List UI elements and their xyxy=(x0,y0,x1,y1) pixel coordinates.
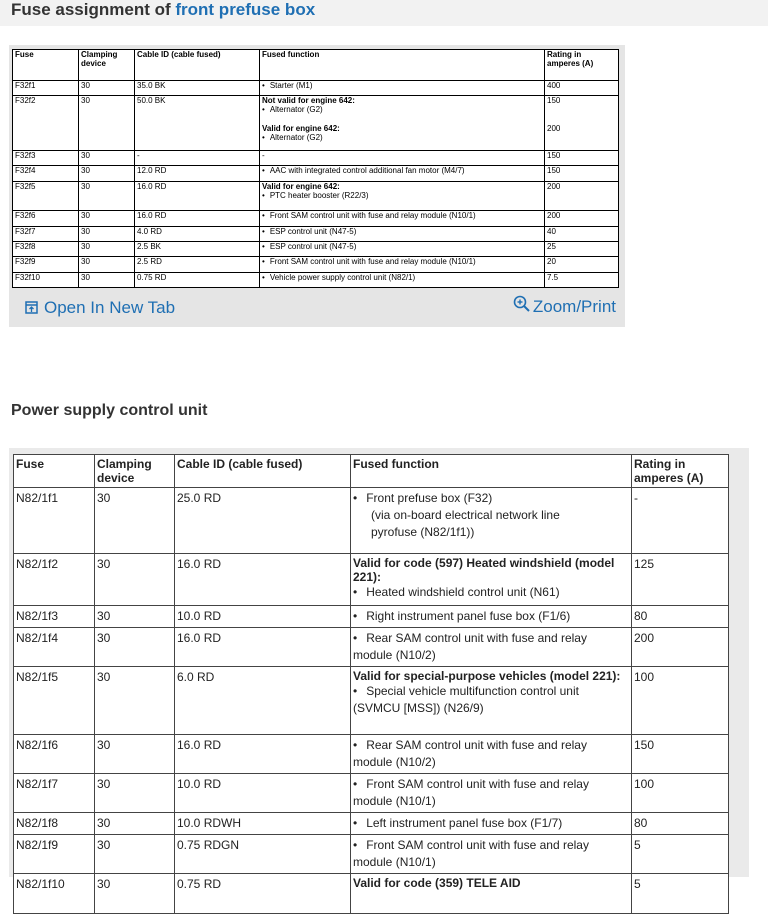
page-title xyxy=(11,0,315,20)
cable-id: 0.75 RD xyxy=(135,272,260,287)
fuse-id: F32f2 xyxy=(13,95,79,150)
cable-id: 16.0 RD xyxy=(175,735,351,774)
fused-function xyxy=(351,628,632,667)
function-item: • Left instrument panel fuse box (F1/7) xyxy=(353,815,629,832)
function-item: • Right instrument panel fuse box (F1/6) xyxy=(353,608,629,625)
clamp-value: 30 xyxy=(79,272,135,287)
fused-function xyxy=(351,835,632,874)
table-row xyxy=(14,735,729,774)
function-condition: Valid for code (359) TELE AID xyxy=(353,876,521,890)
cable-id: 0.75 RD xyxy=(175,874,351,914)
col-header-function: Fused function xyxy=(260,50,545,81)
zoom-print-button[interactable] xyxy=(513,295,616,317)
clamp-value: 30 xyxy=(95,874,175,914)
rating-value: 200 xyxy=(545,181,619,211)
image-actions xyxy=(12,293,618,323)
table-row xyxy=(14,488,729,554)
rating-value: 200 xyxy=(545,211,619,226)
rating-value: 20 xyxy=(545,257,619,272)
rating-value-2: 200 xyxy=(547,123,561,133)
clamp-value: 30 xyxy=(95,667,175,735)
fused-function xyxy=(260,181,545,211)
rating-value: 100 xyxy=(632,667,729,735)
function-item: • Front SAM control unit with fuse and relay module (N10/1) xyxy=(262,257,542,266)
table-row xyxy=(13,241,619,256)
fused-function xyxy=(260,166,545,181)
function-condition: Valid for engine 642: xyxy=(262,123,340,133)
cable-id: 0.75 RDGN xyxy=(175,835,351,874)
function-item: • Alternator (G2) xyxy=(262,105,542,114)
clamp-value: 30 xyxy=(95,813,175,835)
clamp-value: 30 xyxy=(79,181,135,211)
table-row xyxy=(13,272,619,287)
fused-function xyxy=(351,874,632,914)
clamp-value: 30 xyxy=(79,166,135,181)
fused-function xyxy=(351,488,632,554)
fuse-id: N82/1f8 xyxy=(14,813,95,835)
fused-function xyxy=(260,272,545,287)
col-header-rating: Rating in amperes (A) xyxy=(545,50,619,81)
fused-function xyxy=(351,774,632,813)
rating-value: 125 xyxy=(632,554,729,606)
rating-value: 40 xyxy=(545,226,619,241)
table-row xyxy=(14,774,729,813)
table-row xyxy=(14,667,729,735)
fuse-id: N82/1f6 xyxy=(14,735,95,774)
fuse-id: N82/1f7 xyxy=(14,774,95,813)
clamp-value: 30 xyxy=(79,151,135,166)
function-item: • PTC heater booster (R22/3) xyxy=(262,191,542,200)
fused-function: - xyxy=(260,151,545,166)
fuse-id: F32f4 xyxy=(13,166,79,181)
power-supply-table xyxy=(13,454,729,914)
table-row xyxy=(13,211,619,226)
fused-function xyxy=(351,813,632,835)
zoom-in-icon xyxy=(513,295,531,313)
fuse-id: N82/1f3 xyxy=(14,606,95,628)
table-row xyxy=(13,166,619,181)
clamp-value: 30 xyxy=(79,257,135,272)
col-header-cable: Cable ID (cable fused) xyxy=(175,455,351,488)
col-header-fuse: Fuse xyxy=(14,455,95,488)
col-header-fuse: Fuse xyxy=(13,50,79,81)
clamp-value: 30 xyxy=(95,488,175,554)
rating-value: 5 xyxy=(632,874,729,914)
function-item: • Front SAM control unit with fuse and relay module (N10/1) xyxy=(353,837,629,871)
fuse-id: N82/1f1 xyxy=(14,488,95,554)
col-header-rating: Rating in amperes (A) xyxy=(632,455,729,488)
clamp-value: 30 xyxy=(79,241,135,256)
table-row xyxy=(14,606,729,628)
power-supply-panel xyxy=(9,448,749,891)
col-header-cable: Cable ID (cable fused) xyxy=(135,50,260,81)
function-item: • Front SAM control unit with fuse and relay module (N10/1) xyxy=(353,776,629,810)
cable-id: 25.0 RD xyxy=(175,488,351,554)
rating-value: 100 xyxy=(632,774,729,813)
cable-id: 16.0 RD xyxy=(135,181,260,211)
function-item: • AAC with integrated control additional fan motor (M4/7) xyxy=(262,166,542,175)
section-title-power-supply: Power supply control unit xyxy=(11,402,208,419)
function-item: • Starter (M1) xyxy=(262,81,542,90)
table-row xyxy=(14,813,729,835)
table-row xyxy=(13,181,619,211)
fuse-id: F32f1 xyxy=(13,80,79,95)
table-row xyxy=(13,151,619,166)
fused-function xyxy=(260,211,545,226)
cable-id: 2.5 RD xyxy=(135,257,260,272)
clamp-value: 30 xyxy=(79,80,135,95)
clamp-value: 30 xyxy=(95,554,175,606)
fused-function xyxy=(351,606,632,628)
cable-id: 2.5 BK xyxy=(135,241,260,256)
col-header-clamping: Clamping device xyxy=(79,50,135,81)
open-in-new-tab-label: Open In New Tab xyxy=(44,298,176,317)
table-row xyxy=(13,257,619,272)
rating-value: 200 xyxy=(632,628,729,667)
front-prefuse-box-link[interactable]: front prefuse box xyxy=(175,0,316,19)
clamp-value: 30 xyxy=(95,835,175,874)
table-row xyxy=(14,835,729,874)
rating-value xyxy=(545,95,619,150)
function-item: • Rear SAM control unit with fuse and relay module (N10/2) xyxy=(353,630,629,664)
rating-value: 400 xyxy=(545,80,619,95)
cable-id: 16.0 RD xyxy=(175,554,351,606)
cable-id: 10.0 RD xyxy=(175,774,351,813)
table-row xyxy=(14,874,729,914)
cable-id: 16.0 RD xyxy=(135,211,260,226)
function-item: • Heated windshield control unit (N61) xyxy=(353,584,629,601)
table-row xyxy=(14,628,729,667)
rating-value: 80 xyxy=(632,606,729,628)
clamp-value: 30 xyxy=(79,211,135,226)
fuse-id: N82/1f4 xyxy=(14,628,95,667)
rating-value: 25 xyxy=(545,241,619,256)
fused-function xyxy=(260,80,545,95)
fuse-id: N82/1f5 xyxy=(14,667,95,735)
cable-id: 12.0 RD xyxy=(135,166,260,181)
function-item: • Front SAM control unit with fuse and relay module (N10/1) xyxy=(262,211,542,220)
rating-value: 150 xyxy=(632,735,729,774)
clamp-value: 30 xyxy=(95,735,175,774)
function-item: • Vehicle power supply control unit (N82/1) xyxy=(262,273,542,282)
rating-value: 80 xyxy=(632,813,729,835)
function-item: • Alternator (G2) xyxy=(262,133,542,142)
fuse-id: F32f10 xyxy=(13,272,79,287)
rating-value: 7.5 xyxy=(545,272,619,287)
page-title-prefix: Fuse assignment of xyxy=(11,0,176,19)
cable-id: 10.0 RD xyxy=(175,606,351,628)
table-row xyxy=(14,554,729,606)
function-item: • Front prefuse box (F32) xyxy=(353,490,629,507)
col-header-function: Fused function xyxy=(351,455,632,488)
col-header-clamping: Clamping device xyxy=(95,455,175,488)
fused-function xyxy=(260,241,545,256)
function-item: • Special vehicle multifunction control unit (SVMCU [MSS]) (N26/9) xyxy=(353,683,629,717)
fuse-id: F32f3 xyxy=(13,151,79,166)
clamp-value: 30 xyxy=(79,95,135,150)
function-condition: Valid for code (597) Heated windshield (model 221): xyxy=(353,556,615,584)
cable-id: 35.0 BK xyxy=(135,80,260,95)
fused-function xyxy=(260,226,545,241)
fused-function xyxy=(351,735,632,774)
fused-function xyxy=(351,667,632,735)
rating-value: 5 xyxy=(632,835,729,874)
function-item: • ESP control unit (N47-5) xyxy=(262,242,542,251)
function-condition: Not valid for engine 642: xyxy=(262,95,355,105)
clamp-value: 30 xyxy=(79,226,135,241)
table-row xyxy=(13,226,619,241)
fuse-id: F32f5 xyxy=(13,181,79,211)
rating-value: 150 xyxy=(545,151,619,166)
fused-function xyxy=(351,554,632,606)
function-item: • Rear SAM control unit with fuse and relay module (N10/2) xyxy=(353,737,629,771)
fuse-id: N82/1f9 xyxy=(14,835,95,874)
clamp-value: 30 xyxy=(95,628,175,667)
clamp-value: 30 xyxy=(95,606,175,628)
cable-id: 16.0 RD xyxy=(175,628,351,667)
function-condition: Valid for engine 642: xyxy=(262,181,340,191)
fuse-id: F32f8 xyxy=(13,241,79,256)
function-note: pyrofuse (N82/1f1)) xyxy=(371,525,475,539)
function-item: • ESP control unit (N47-5) xyxy=(262,227,542,236)
cable-id: 50.0 BK xyxy=(135,95,260,150)
fused-function xyxy=(260,95,545,150)
cable-id: - xyxy=(135,151,260,166)
fuse-id: N82/1f2 xyxy=(14,554,95,606)
fuse-assignment-table xyxy=(12,49,618,288)
table-row xyxy=(13,95,619,150)
function-note: (via on-board electrical network line xyxy=(371,508,560,522)
cable-id: 6.0 RD xyxy=(175,667,351,735)
rating-value: 150 xyxy=(545,166,619,181)
cable-id: 4.0 RD xyxy=(135,226,260,241)
zoom-print-label: Zoom/Print xyxy=(532,297,616,316)
rating-value: - xyxy=(632,488,729,554)
fuse-id: F32f7 xyxy=(13,226,79,241)
function-condition: Valid for special-purpose vehicles (model 221): xyxy=(353,669,621,683)
fuse-id: F32f6 xyxy=(13,211,79,226)
rating-value-1: 150 xyxy=(547,95,561,105)
fuse-id: N82/1f10 xyxy=(14,874,95,914)
fuse-id: F32f9 xyxy=(13,257,79,272)
cable-id: 10.0 RDWH xyxy=(175,813,351,835)
open-in-new-tab-button[interactable] xyxy=(25,298,175,318)
table-row xyxy=(13,80,619,95)
new-tab-icon xyxy=(25,301,38,314)
clamp-value: 30 xyxy=(95,774,175,813)
fused-function xyxy=(260,257,545,272)
